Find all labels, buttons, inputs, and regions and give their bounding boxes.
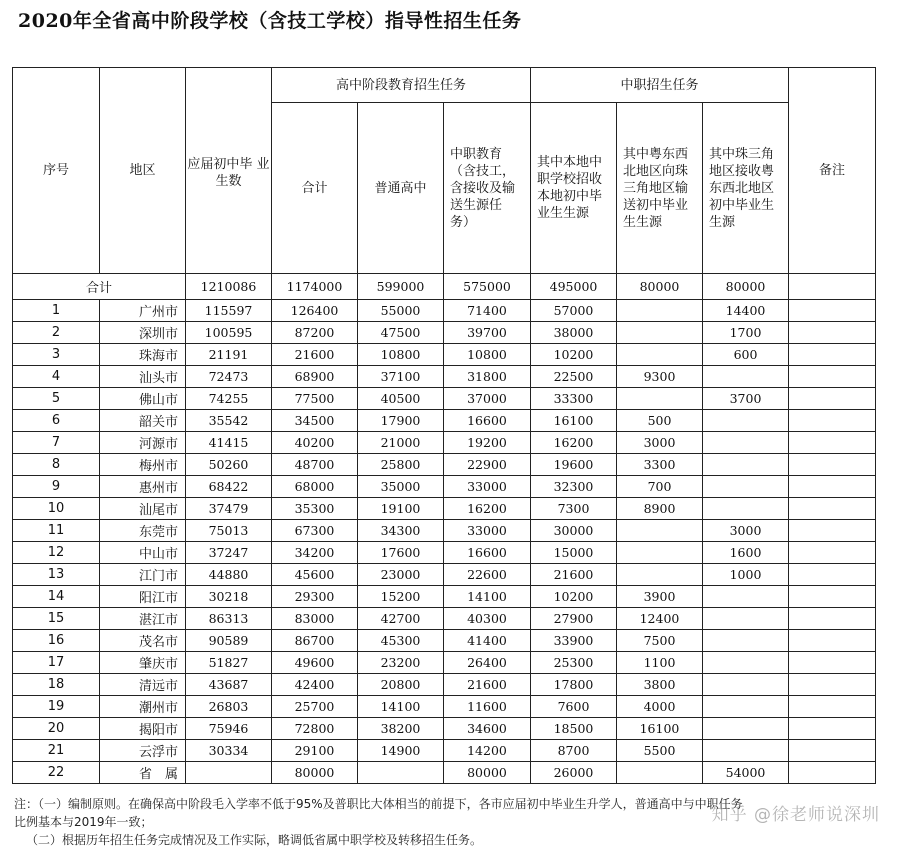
row-seq: 18 xyxy=(13,674,100,696)
row-cell: 74255 xyxy=(186,388,272,410)
row-seq: 11 xyxy=(13,520,100,542)
row-cell: 72473 xyxy=(186,366,272,388)
header-send-prd: 其中粤东西 北地区向珠 三角地区输 送初中毕业 生生源 xyxy=(617,103,703,274)
row-cell: 67300 xyxy=(272,520,358,542)
row-cell: 10200 xyxy=(531,586,617,608)
row-region: 梅州市 xyxy=(100,454,186,476)
table-row xyxy=(13,564,876,586)
header-seq: 序号 xyxy=(13,68,100,274)
row-cell: 29100 xyxy=(272,740,358,762)
total-cell xyxy=(789,274,876,300)
row-seq: 19 xyxy=(13,696,100,718)
row-cell: 126400 xyxy=(272,300,358,322)
row-cell: 39700 xyxy=(444,322,531,344)
row-cell xyxy=(789,762,876,784)
table-row xyxy=(13,344,876,366)
row-cell: 33000 xyxy=(444,476,531,498)
table-row xyxy=(13,498,876,520)
row-cell: 14200 xyxy=(444,740,531,762)
table-row xyxy=(13,432,876,454)
note-line: （二）根据历年招生任务完成情况及工作实际，略调低省属中职学校及转移招生任务。 xyxy=(26,833,483,847)
row-cell: 72800 xyxy=(272,718,358,740)
row-cell: 68900 xyxy=(272,366,358,388)
row-cell: 37479 xyxy=(186,498,272,520)
row-cell xyxy=(789,300,876,322)
row-cell xyxy=(789,366,876,388)
row-cell: 29300 xyxy=(272,586,358,608)
row-seq: 4 xyxy=(13,366,100,388)
row-cell: 40300 xyxy=(444,608,531,630)
row-cell: 1000 xyxy=(703,564,789,586)
row-cell: 38200 xyxy=(358,718,444,740)
total-label: 合计 xyxy=(13,274,186,300)
row-cell: 100595 xyxy=(186,322,272,344)
row-cell: 50260 xyxy=(186,454,272,476)
row-cell xyxy=(789,586,876,608)
row-cell: 26400 xyxy=(444,652,531,674)
total-cell: 80000 xyxy=(703,274,789,300)
row-cell xyxy=(703,696,789,718)
row-cell: 10800 xyxy=(358,344,444,366)
row-seq: 16 xyxy=(13,630,100,652)
row-cell: 7300 xyxy=(531,498,617,520)
row-cell: 48700 xyxy=(272,454,358,476)
row-cell xyxy=(703,476,789,498)
row-cell: 41415 xyxy=(186,432,272,454)
row-cell xyxy=(789,454,876,476)
row-seq: 9 xyxy=(13,476,100,498)
row-cell xyxy=(703,366,789,388)
row-cell: 68422 xyxy=(186,476,272,498)
row-cell: 77500 xyxy=(272,388,358,410)
row-cell xyxy=(789,344,876,366)
table-row xyxy=(13,652,876,674)
row-cell: 34500 xyxy=(272,410,358,432)
total-cell: 80000 xyxy=(617,274,703,300)
row-cell: 1600 xyxy=(703,542,789,564)
header-region: 地区 xyxy=(100,68,186,274)
row-cell: 27900 xyxy=(531,608,617,630)
row-seq: 10 xyxy=(13,498,100,520)
total-cell: 495000 xyxy=(531,274,617,300)
row-seq: 17 xyxy=(13,652,100,674)
row-seq: 6 xyxy=(13,410,100,432)
row-cell xyxy=(789,476,876,498)
row-cell xyxy=(789,630,876,652)
row-cell xyxy=(789,498,876,520)
row-cell: 37000 xyxy=(444,388,531,410)
row-cell: 16600 xyxy=(444,410,531,432)
row-region: 江门市 xyxy=(100,564,186,586)
row-region: 湛江市 xyxy=(100,608,186,630)
row-cell xyxy=(703,608,789,630)
table-row xyxy=(13,630,876,652)
row-cell: 9300 xyxy=(617,366,703,388)
row-cell xyxy=(186,762,272,784)
row-cell: 16200 xyxy=(444,498,531,520)
row-cell xyxy=(789,674,876,696)
row-cell: 35000 xyxy=(358,476,444,498)
row-cell: 17800 xyxy=(531,674,617,696)
row-cell: 8700 xyxy=(531,740,617,762)
row-cell: 21600 xyxy=(272,344,358,366)
row-cell xyxy=(617,344,703,366)
row-seq: 14 xyxy=(13,586,100,608)
row-cell: 22600 xyxy=(444,564,531,586)
row-cell: 71400 xyxy=(444,300,531,322)
row-cell: 47500 xyxy=(358,322,444,344)
row-cell xyxy=(789,718,876,740)
row-cell: 45300 xyxy=(358,630,444,652)
row-cell: 600 xyxy=(703,344,789,366)
row-cell: 55000 xyxy=(358,300,444,322)
row-region: 潮州市 xyxy=(100,696,186,718)
row-cell xyxy=(617,322,703,344)
row-cell: 31800 xyxy=(444,366,531,388)
row-cell xyxy=(617,520,703,542)
row-region: 云浮市 xyxy=(100,740,186,762)
row-seq: 13 xyxy=(13,564,100,586)
row-cell: 7600 xyxy=(531,696,617,718)
row-region: 揭阳市 xyxy=(100,718,186,740)
row-cell: 1700 xyxy=(703,322,789,344)
row-cell: 21191 xyxy=(186,344,272,366)
row-cell: 8900 xyxy=(617,498,703,520)
row-cell: 115597 xyxy=(186,300,272,322)
row-region: 茂名市 xyxy=(100,630,186,652)
row-cell: 35300 xyxy=(272,498,358,520)
row-cell: 33900 xyxy=(531,630,617,652)
row-cell: 17600 xyxy=(358,542,444,564)
enrollment-table xyxy=(12,67,876,784)
row-cell: 20800 xyxy=(358,674,444,696)
row-cell: 14900 xyxy=(358,740,444,762)
row-cell: 500 xyxy=(617,410,703,432)
row-cell: 18500 xyxy=(531,718,617,740)
row-cell xyxy=(789,696,876,718)
row-cell: 3800 xyxy=(617,674,703,696)
row-cell: 34200 xyxy=(272,542,358,564)
row-seq: 15 xyxy=(13,608,100,630)
row-cell: 68000 xyxy=(272,476,358,498)
watermark: 知乎 @徐老师说深圳 xyxy=(711,805,880,825)
table-row xyxy=(13,586,876,608)
row-cell xyxy=(617,564,703,586)
row-cell: 44880 xyxy=(186,564,272,586)
row-seq: 12 xyxy=(13,542,100,564)
row-seq: 7 xyxy=(13,432,100,454)
row-cell: 38000 xyxy=(531,322,617,344)
row-cell xyxy=(703,630,789,652)
total-cell: 1174000 xyxy=(272,274,358,300)
row-cell xyxy=(789,740,876,762)
row-cell: 54000 xyxy=(703,762,789,784)
table-row xyxy=(13,300,876,322)
row-cell xyxy=(789,652,876,674)
table-row xyxy=(13,520,876,542)
row-cell: 33300 xyxy=(531,388,617,410)
row-cell: 80000 xyxy=(272,762,358,784)
row-cell xyxy=(703,586,789,608)
row-seq: 2 xyxy=(13,322,100,344)
row-cell: 25300 xyxy=(531,652,617,674)
row-region: 珠海市 xyxy=(100,344,186,366)
row-cell: 37247 xyxy=(186,542,272,564)
row-cell: 3900 xyxy=(617,586,703,608)
header-remark: 备注 xyxy=(789,68,876,274)
row-cell: 37100 xyxy=(358,366,444,388)
row-cell: 21600 xyxy=(444,674,531,696)
row-region: 汕尾市 xyxy=(100,498,186,520)
row-cell: 41400 xyxy=(444,630,531,652)
row-cell: 14100 xyxy=(358,696,444,718)
row-cell: 15200 xyxy=(358,586,444,608)
row-cell: 51827 xyxy=(186,652,272,674)
row-cell: 42700 xyxy=(358,608,444,630)
row-cell xyxy=(789,432,876,454)
row-cell: 4000 xyxy=(617,696,703,718)
row-cell: 12400 xyxy=(617,608,703,630)
table-row xyxy=(13,718,876,740)
row-cell xyxy=(703,410,789,432)
row-region: 佛山市 xyxy=(100,388,186,410)
row-cell xyxy=(703,454,789,476)
row-cell: 32300 xyxy=(531,476,617,498)
row-cell: 87200 xyxy=(272,322,358,344)
table-row xyxy=(13,476,876,498)
table-row xyxy=(13,388,876,410)
row-cell xyxy=(703,432,789,454)
row-cell: 14100 xyxy=(444,586,531,608)
table-row xyxy=(13,740,876,762)
row-region: 广州市 xyxy=(100,300,186,322)
header-vocational: 中职教育 （含技工， 含接收及输 送生源任 务） xyxy=(444,103,531,274)
row-cell: 22900 xyxy=(444,454,531,476)
row-cell: 3700 xyxy=(703,388,789,410)
row-seq: 20 xyxy=(13,718,100,740)
row-region: 东莞市 xyxy=(100,520,186,542)
row-region: 省 属 xyxy=(100,762,186,784)
row-cell: 25700 xyxy=(272,696,358,718)
row-region: 中山市 xyxy=(100,542,186,564)
row-cell xyxy=(703,718,789,740)
row-cell: 16200 xyxy=(531,432,617,454)
row-cell: 10800 xyxy=(444,344,531,366)
row-cell: 40500 xyxy=(358,388,444,410)
row-cell: 26000 xyxy=(531,762,617,784)
header-local: 其中本地中 职学校招收 本地初中毕 业生生源 xyxy=(531,103,617,274)
table-row xyxy=(13,454,876,476)
total-cell: 599000 xyxy=(358,274,444,300)
row-cell xyxy=(617,542,703,564)
row-cell: 80000 xyxy=(444,762,531,784)
table-row xyxy=(13,608,876,630)
row-cell: 23000 xyxy=(358,564,444,586)
row-cell: 1100 xyxy=(617,652,703,674)
row-cell: 35542 xyxy=(186,410,272,432)
row-cell xyxy=(358,762,444,784)
row-cell xyxy=(617,300,703,322)
page-title: 2020年全省高中阶段学校（含技工学校）指导性招生任务 xyxy=(18,10,522,32)
row-cell: 19100 xyxy=(358,498,444,520)
row-cell: 3000 xyxy=(617,432,703,454)
row-cell: 21600 xyxy=(531,564,617,586)
row-cell: 700 xyxy=(617,476,703,498)
row-cell: 10200 xyxy=(531,344,617,366)
row-cell xyxy=(617,762,703,784)
row-region: 河源市 xyxy=(100,432,186,454)
row-cell: 90589 xyxy=(186,630,272,652)
note-line: 比例基本与2019年一致； xyxy=(14,815,153,829)
row-cell xyxy=(789,608,876,630)
row-cell: 49600 xyxy=(272,652,358,674)
row-cell: 26803 xyxy=(186,696,272,718)
row-cell: 16100 xyxy=(531,410,617,432)
table-row xyxy=(13,542,876,564)
row-region: 韶关市 xyxy=(100,410,186,432)
row-seq: 22 xyxy=(13,762,100,784)
row-cell: 40200 xyxy=(272,432,358,454)
table-row xyxy=(13,366,876,388)
row-cell: 22500 xyxy=(531,366,617,388)
row-cell: 30334 xyxy=(186,740,272,762)
row-cell: 16600 xyxy=(444,542,531,564)
row-cell xyxy=(703,652,789,674)
row-cell xyxy=(789,322,876,344)
row-seq: 5 xyxy=(13,388,100,410)
table-row xyxy=(13,410,876,432)
header-group-high: 高中阶段教育招生任务 xyxy=(272,68,531,103)
row-cell: 75946 xyxy=(186,718,272,740)
row-cell: 15000 xyxy=(531,542,617,564)
row-cell xyxy=(703,674,789,696)
row-region: 惠州市 xyxy=(100,476,186,498)
row-region: 深圳市 xyxy=(100,322,186,344)
row-cell: 3300 xyxy=(617,454,703,476)
row-cell xyxy=(789,542,876,564)
row-cell: 30000 xyxy=(531,520,617,542)
row-cell: 57000 xyxy=(531,300,617,322)
row-seq: 21 xyxy=(13,740,100,762)
total-cell: 1210086 xyxy=(186,274,272,300)
row-cell: 86313 xyxy=(186,608,272,630)
row-cell xyxy=(789,410,876,432)
row-cell: 5500 xyxy=(617,740,703,762)
row-cell: 30218 xyxy=(186,586,272,608)
row-cell xyxy=(703,498,789,520)
header-total: 合计 xyxy=(272,103,358,274)
row-cell: 19200 xyxy=(444,432,531,454)
row-cell: 23200 xyxy=(358,652,444,674)
row-seq: 8 xyxy=(13,454,100,476)
row-cell: 25800 xyxy=(358,454,444,476)
row-cell: 43687 xyxy=(186,674,272,696)
row-cell: 34300 xyxy=(358,520,444,542)
total-cell: 575000 xyxy=(444,274,531,300)
row-cell: 21000 xyxy=(358,432,444,454)
row-region: 汕头市 xyxy=(100,366,186,388)
table-row xyxy=(13,696,876,718)
row-seq: 1 xyxy=(13,300,100,322)
row-region: 肇庆市 xyxy=(100,652,186,674)
row-cell: 17900 xyxy=(358,410,444,432)
row-cell: 11600 xyxy=(444,696,531,718)
row-cell: 86700 xyxy=(272,630,358,652)
total-row xyxy=(13,274,876,300)
row-cell: 75013 xyxy=(186,520,272,542)
row-cell: 14400 xyxy=(703,300,789,322)
row-cell: 42400 xyxy=(272,674,358,696)
row-cell xyxy=(703,740,789,762)
row-cell: 16100 xyxy=(617,718,703,740)
row-cell: 83000 xyxy=(272,608,358,630)
row-region: 清远市 xyxy=(100,674,186,696)
row-cell xyxy=(789,520,876,542)
row-cell xyxy=(789,388,876,410)
note-line: 注：（一）编制原则。在确保高中阶段毛入学率不低于95%及普职比大体相当的前提下，各市应届初中毕业生升学人，普通高中与中职任务 xyxy=(14,797,743,811)
header-group-vocational: 中职招生任务 xyxy=(531,68,789,103)
row-region: 阳江市 xyxy=(100,586,186,608)
header-grads: 应届初中毕 业生数 xyxy=(186,68,272,274)
table-row xyxy=(13,674,876,696)
row-cell: 34600 xyxy=(444,718,531,740)
row-cell: 3000 xyxy=(703,520,789,542)
header-general: 普通高中 xyxy=(358,103,444,274)
table-row xyxy=(13,322,876,344)
row-cell: 19600 xyxy=(531,454,617,476)
row-cell xyxy=(789,564,876,586)
header-recv-prd: 其中珠三角 地区接收粤 东西北地区 初中毕业生 生源 xyxy=(703,103,789,274)
table-row xyxy=(13,762,876,784)
row-cell: 33000 xyxy=(444,520,531,542)
row-seq: 3 xyxy=(13,344,100,366)
row-cell: 7500 xyxy=(617,630,703,652)
row-cell: 45600 xyxy=(272,564,358,586)
row-cell xyxy=(617,388,703,410)
